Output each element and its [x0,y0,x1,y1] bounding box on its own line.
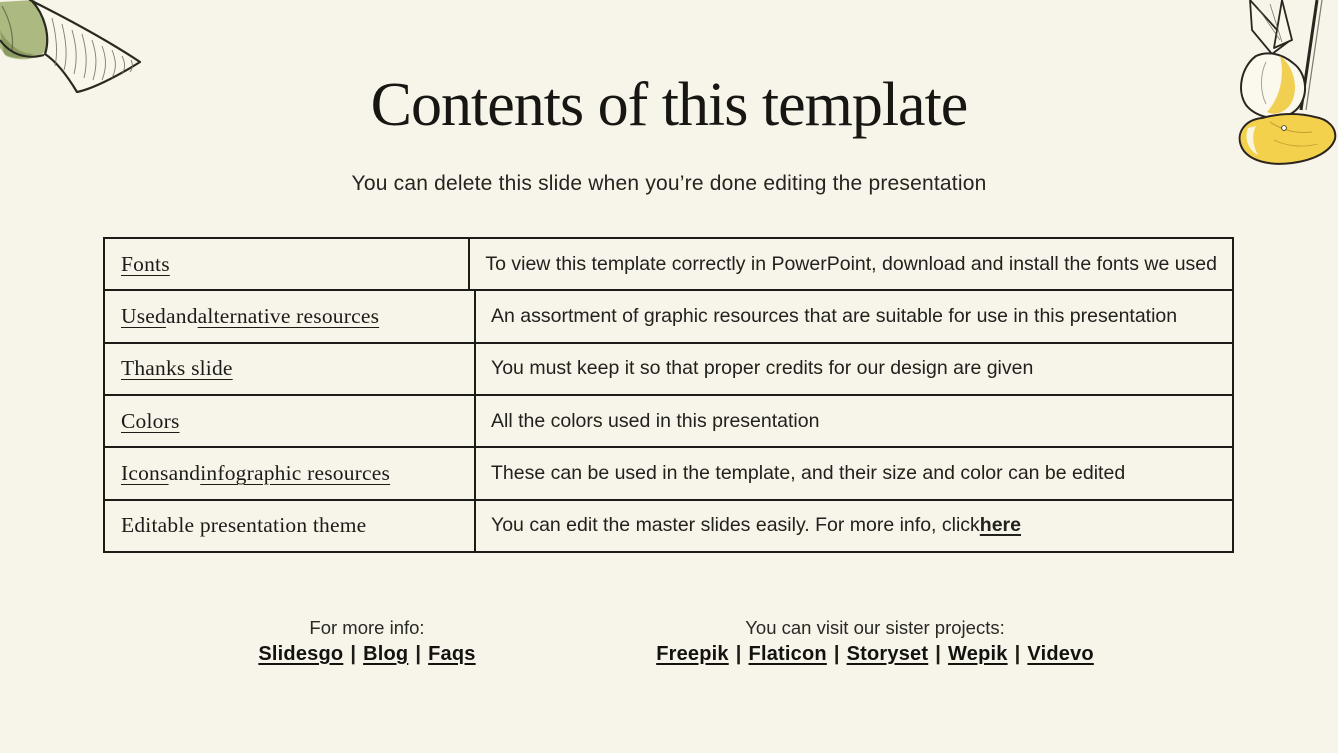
topic-cell [105,239,470,289]
text-run: and [166,303,198,328]
topic-link[interactable]: Fonts [121,251,170,276]
footer-sister-projects [630,617,1120,666]
description-cell [476,448,1232,498]
table-row [105,289,1232,341]
text-run: You can edit the master slides easily. For more info, click [491,514,980,537]
footer-link-freepik[interactable]: Freepik [656,643,729,665]
footer-more-info-links [167,643,567,666]
description-cell [476,396,1232,446]
topic-cell [105,291,476,341]
link-separator: | [1014,643,1021,665]
table-row [105,394,1232,446]
topic-link[interactable]: Used [121,303,166,328]
topic-cell [105,344,476,394]
text-run: You must keep it so that proper credits for our design are given [491,357,1034,380]
footer-link-storyset[interactable]: Storyset [846,643,929,665]
footer-link-blog[interactable]: Blog [363,643,409,665]
description-cell [476,344,1232,394]
description-cell [470,239,1232,289]
text-run: To view this template correctly in PowerPoint, download and install the fonts we used [485,252,1217,275]
text-run: These can be used in the template, and their size and color can be edited [491,461,1126,484]
text-run: All the colors used in this presentation [491,409,820,432]
topic-cell [105,501,476,551]
link-separator: | [735,643,742,665]
table-row [105,499,1232,551]
link-separator: | [833,643,840,665]
link-separator: | [350,643,357,665]
topic-link[interactable]: Thanks slide [121,356,233,381]
contents-table [103,237,1234,553]
text-run: An assortment of graphic resources that are suitable for use in this presentation [491,304,1178,327]
footer-sister-projects-links [630,643,1120,666]
link-separator: | [415,643,422,665]
topic-cell [105,396,476,446]
table-row [105,446,1232,498]
footer-link-videvo[interactable]: Videvo [1027,643,1094,665]
topic-cell [105,448,476,498]
topic-link[interactable]: alternative resources [197,303,380,328]
slide-subtitle: You can delete this slide when you’re done editing the presentation [351,172,987,195]
topic-link[interactable]: Icons [121,460,169,485]
text-run: and [168,460,201,485]
footer-link-wepik[interactable]: Wepik [948,643,1008,665]
description-link[interactable]: here [979,514,1021,537]
footer-link-faqs[interactable]: Faqs [428,643,476,665]
topic-link[interactable]: Colors [121,408,180,433]
footer-link-flaticon[interactable]: Flaticon [748,643,827,665]
link-separator: | [935,643,942,665]
table-row [105,342,1232,394]
footer-more-info [167,617,567,666]
page-title: Contents of this template [370,71,968,139]
topic-link[interactable]: infographic resources [200,460,391,485]
description-cell [476,501,1232,551]
description-cell [476,291,1232,341]
footer-more-info-heading: For more info: [309,617,425,638]
text-run: Editable presentation theme [121,513,367,538]
table-row [105,239,1232,289]
footer-link-slidesgo[interactable]: Slidesgo [258,643,344,665]
footer-sister-projects-heading: You can visit our sister projects: [745,617,1005,638]
